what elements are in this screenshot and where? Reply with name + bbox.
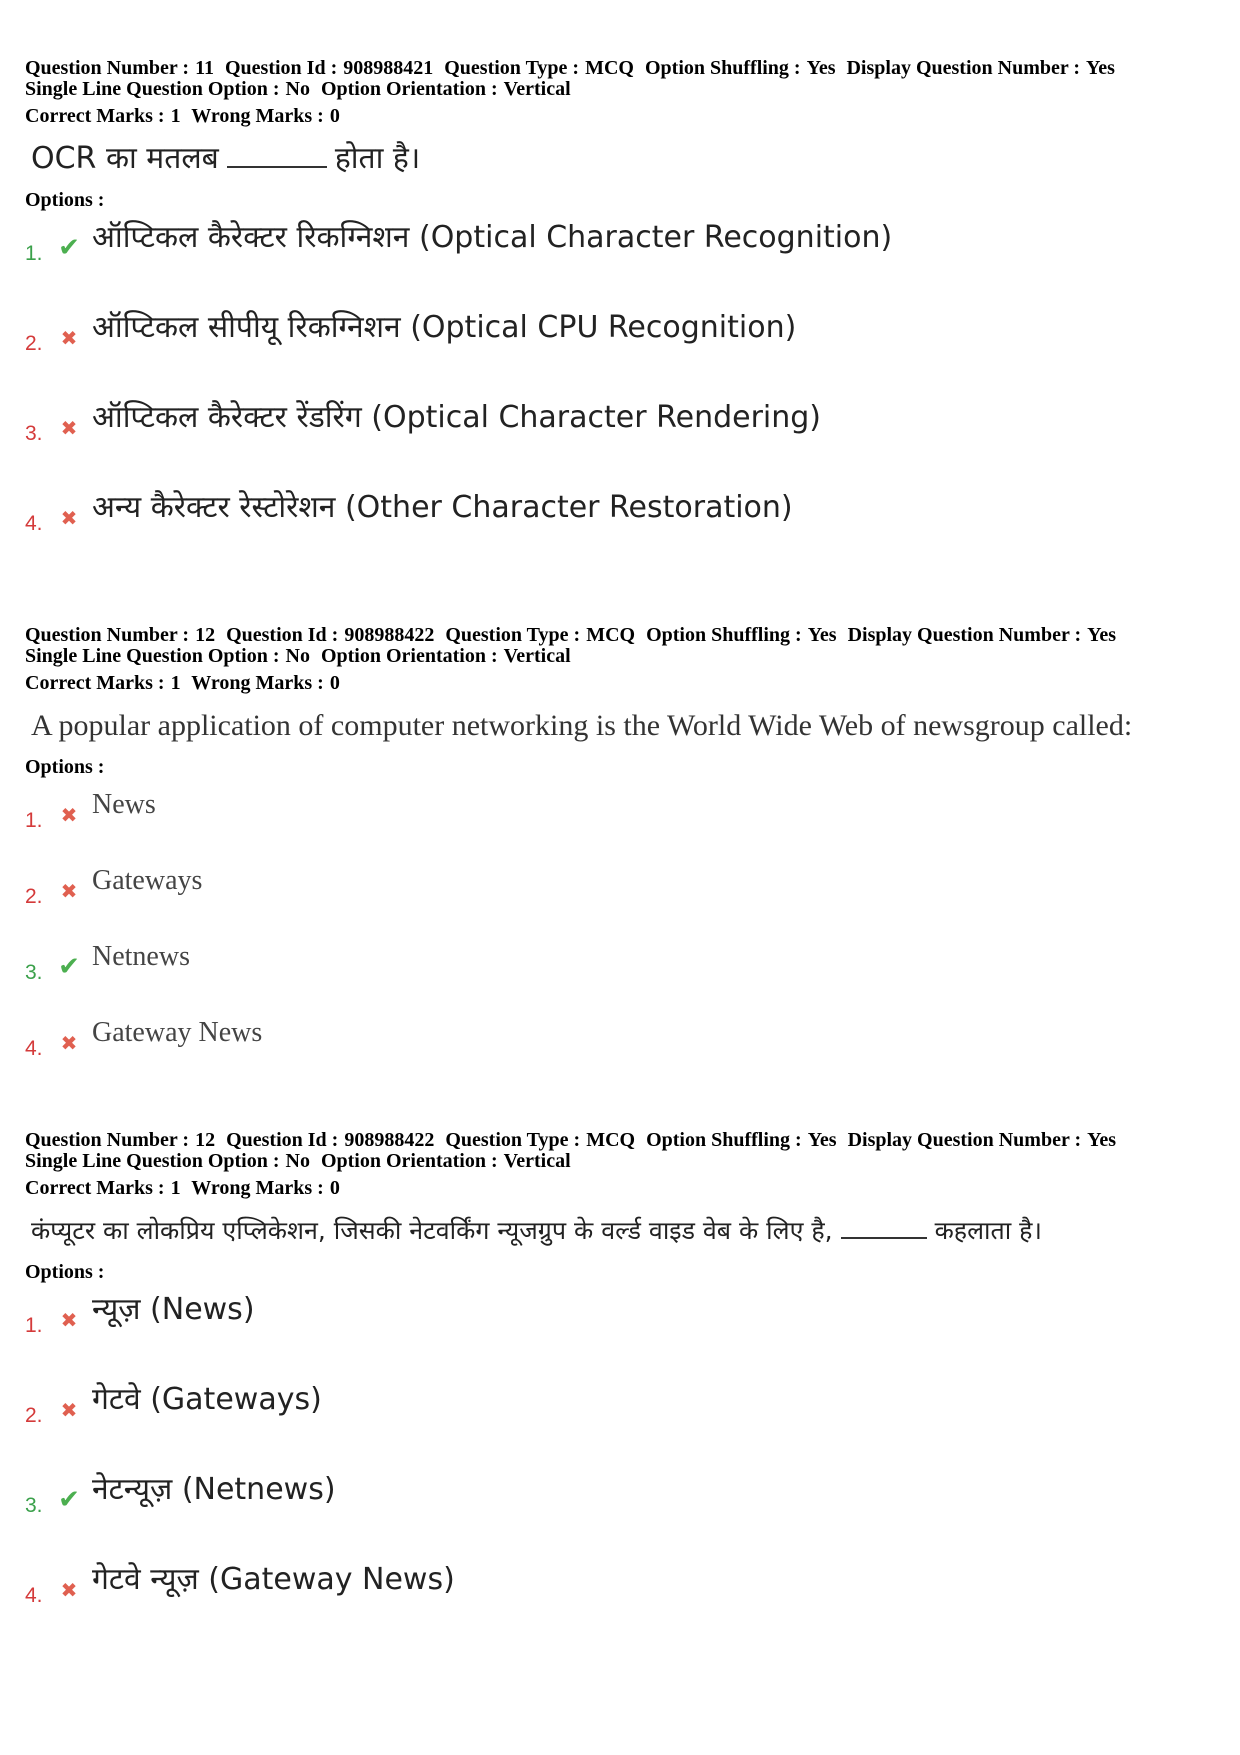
question-id-value: 908988421 [343, 57, 434, 79]
cross-icon: ✖ [60, 1398, 78, 1422]
option-number: 2. [25, 1404, 43, 1427]
option-text: गेटवे (Gateways) [92, 1382, 322, 1417]
question-number-value: 12 [195, 1129, 216, 1151]
option-3 [25, 935, 1215, 1011]
option-orientation-label: Option Orientation : [320, 1150, 498, 1172]
option-2 [25, 306, 1215, 396]
option-text: गेटवे न्यूज़ (Gateway News) [92, 1562, 455, 1597]
display-question-number-label: Display Question Number : [846, 57, 1081, 79]
option-4 [25, 486, 1215, 576]
metadata-marks [25, 673, 1215, 694]
wrong-marks-value: 0 [329, 1177, 340, 1199]
wrong-marks-value: 0 [329, 105, 340, 127]
single-line-question-option-value: No [285, 645, 310, 667]
option-text: News [92, 789, 156, 820]
wrong-marks-label: Wrong Marks : [191, 1177, 324, 1199]
cross-icon: ✖ [60, 803, 78, 827]
option-number: 4. [25, 1037, 43, 1060]
question-text-after-blank: होता है। [334, 141, 421, 176]
wrong-marks-label: Wrong Marks : [191, 672, 324, 694]
option-4 [25, 1558, 1215, 1648]
single-line-question-option-value: No [285, 78, 310, 100]
options-label: Options : [25, 1261, 105, 1283]
question-block-11 [25, 58, 1215, 576]
display-question-number-value: Yes [1087, 624, 1117, 646]
check-icon: ✔ [58, 952, 80, 982]
option-number: 2. [25, 885, 43, 908]
display-question-number-label: Display Question Number : [847, 624, 1082, 646]
option-shuffling-label: Option Shuffling : [644, 57, 801, 79]
question-id-label: Question Id : [226, 624, 339, 646]
question-id-value: 908988422 [344, 1129, 435, 1151]
correct-marks-value: 1 [170, 105, 181, 127]
cross-icon: ✖ [60, 1578, 78, 1602]
correct-marks-label: Correct Marks : [25, 105, 165, 127]
display-question-number-value: Yes [1086, 57, 1115, 79]
option-3 [25, 1468, 1215, 1558]
option-shuffling-label: Option Shuffling : [646, 1129, 802, 1151]
fill-blank [841, 1217, 927, 1239]
check-icon: ✔ [58, 1485, 80, 1515]
question-metadata [25, 58, 1215, 127]
fill-blank [227, 140, 327, 168]
question-type-value: MCQ [586, 1129, 636, 1151]
question-number-label: Question Number : [25, 624, 190, 646]
question-number-value: 12 [195, 624, 216, 646]
option-orientation-label: Option Orientation : [320, 78, 498, 100]
question-type-label: Question Type : [445, 624, 581, 646]
question-text-before-blank: कंप्यूटर का लोकप्रिय एप्लिकेशन, जिसकी नेटवर्किंग न्यूजग्रुप के वर्ल्ड वाइड वेब के लिए है, [31, 1216, 833, 1245]
option-orientation-value: Vertical [503, 78, 571, 100]
option-text: Gateway News [92, 1017, 263, 1048]
options-list [25, 783, 1215, 1087]
question-number-value: 11 [195, 57, 214, 79]
option-text: Netnews [92, 941, 190, 972]
option-number: 1. [25, 1314, 43, 1337]
display-question-number-value: Yes [1087, 1129, 1117, 1151]
correct-marks-value: 1 [170, 672, 181, 694]
option-shuffling-label: Option Shuffling : [646, 624, 802, 646]
single-line-question-option-label: Single Line Question Option : [25, 78, 280, 100]
question-block-12-hindi [25, 1130, 1215, 1648]
option-number: 3. [25, 1494, 43, 1517]
metadata-marks [25, 1178, 1215, 1199]
options-list [25, 216, 1215, 576]
metadata-marks [25, 106, 1215, 127]
metadata-line-2 [25, 79, 1215, 100]
options-list [25, 1288, 1215, 1648]
question-number-label: Question Number : [25, 1129, 190, 1151]
option-1 [25, 216, 1215, 306]
option-2 [25, 859, 1215, 935]
question-text: A popular application of computer networking is the World Wide Web of newsgroup called: [31, 709, 1133, 742]
metadata-line-1 [25, 58, 1215, 79]
option-text: न्यूज़ (News) [92, 1292, 255, 1327]
option-number: 3. [25, 422, 43, 445]
single-line-question-option-label: Single Line Question Option : [25, 645, 280, 667]
option-text: ऑप्टिकल कैरेक्टर रेंडरिंग (Optical Character Rendering) [92, 400, 822, 435]
cross-icon: ✖ [60, 1031, 78, 1055]
option-number: 1. [25, 242, 43, 265]
wrong-marks-value: 0 [329, 672, 340, 694]
display-question-number-label: Display Question Number : [847, 1129, 1082, 1151]
option-1 [25, 1288, 1215, 1378]
cross-icon: ✖ [60, 879, 78, 903]
single-line-question-option-label: Single Line Question Option : [25, 1150, 280, 1172]
question-type-value: MCQ [586, 624, 636, 646]
check-icon: ✔ [58, 233, 80, 263]
cross-icon: ✖ [60, 506, 78, 530]
question-text [31, 139, 1215, 179]
option-text: Gateways [92, 865, 203, 896]
metadata-line-1 [25, 1130, 1215, 1151]
option-text: ऑप्टिकल सीपीयू रिकग्निशन (Optical CPU Recognition) [92, 310, 797, 345]
question-text [31, 1211, 1215, 1251]
option-1 [25, 783, 1215, 859]
metadata-line-1 [25, 625, 1215, 646]
question-number-label: Question Number : [25, 57, 190, 79]
option-number: 4. [25, 1584, 43, 1607]
question-block-12-english [25, 625, 1215, 1087]
single-line-question-option-value: No [285, 1150, 310, 1172]
option-4 [25, 1011, 1215, 1087]
wrong-marks-label: Wrong Marks : [191, 105, 324, 127]
option-orientation-value: Vertical [503, 645, 571, 667]
option-number: 1. [25, 809, 43, 832]
option-number: 2. [25, 332, 43, 355]
option-text: नेटन्यूज़ (Netnews) [92, 1472, 336, 1507]
question-id-label: Question Id : [225, 57, 338, 79]
option-shuffling-value: Yes [807, 1129, 837, 1151]
option-text: ऑप्टिकल कैरेक्टर रिकग्निशन (Optical Character Recognition) [92, 220, 893, 255]
cross-icon: ✖ [60, 326, 78, 350]
question-type-label: Question Type : [444, 57, 580, 79]
option-text: अन्य कैरेक्टर रेस्टोरेशन (Other Character Restoration) [92, 490, 793, 525]
option-3 [25, 396, 1215, 486]
option-number: 3. [25, 961, 43, 984]
cross-icon: ✖ [60, 416, 78, 440]
question-id-label: Question Id : [226, 1129, 339, 1151]
metadata-line-2 [25, 646, 1215, 667]
option-number: 4. [25, 512, 43, 535]
question-metadata [25, 625, 1215, 694]
question-id-value: 908988422 [344, 624, 435, 646]
options-label: Options : [25, 756, 105, 778]
options-label: Options : [25, 189, 105, 211]
question-text-after-blank: कहलाता है। [934, 1216, 1042, 1245]
correct-marks-label: Correct Marks : [25, 672, 165, 694]
question-type-label: Question Type : [445, 1129, 581, 1151]
option-shuffling-value: Yes [807, 624, 837, 646]
correct-marks-label: Correct Marks : [25, 1177, 165, 1199]
option-2 [25, 1378, 1215, 1468]
option-orientation-label: Option Orientation : [320, 645, 498, 667]
question-text-before-blank: OCR का मतलब [31, 141, 219, 176]
question-metadata [25, 1130, 1215, 1199]
correct-marks-value: 1 [170, 1177, 181, 1199]
cross-icon: ✖ [60, 1308, 78, 1332]
option-orientation-value: Vertical [503, 1150, 571, 1172]
metadata-line-2 [25, 1151, 1215, 1172]
question-type-value: MCQ [585, 57, 634, 79]
option-shuffling-value: Yes [806, 57, 836, 79]
